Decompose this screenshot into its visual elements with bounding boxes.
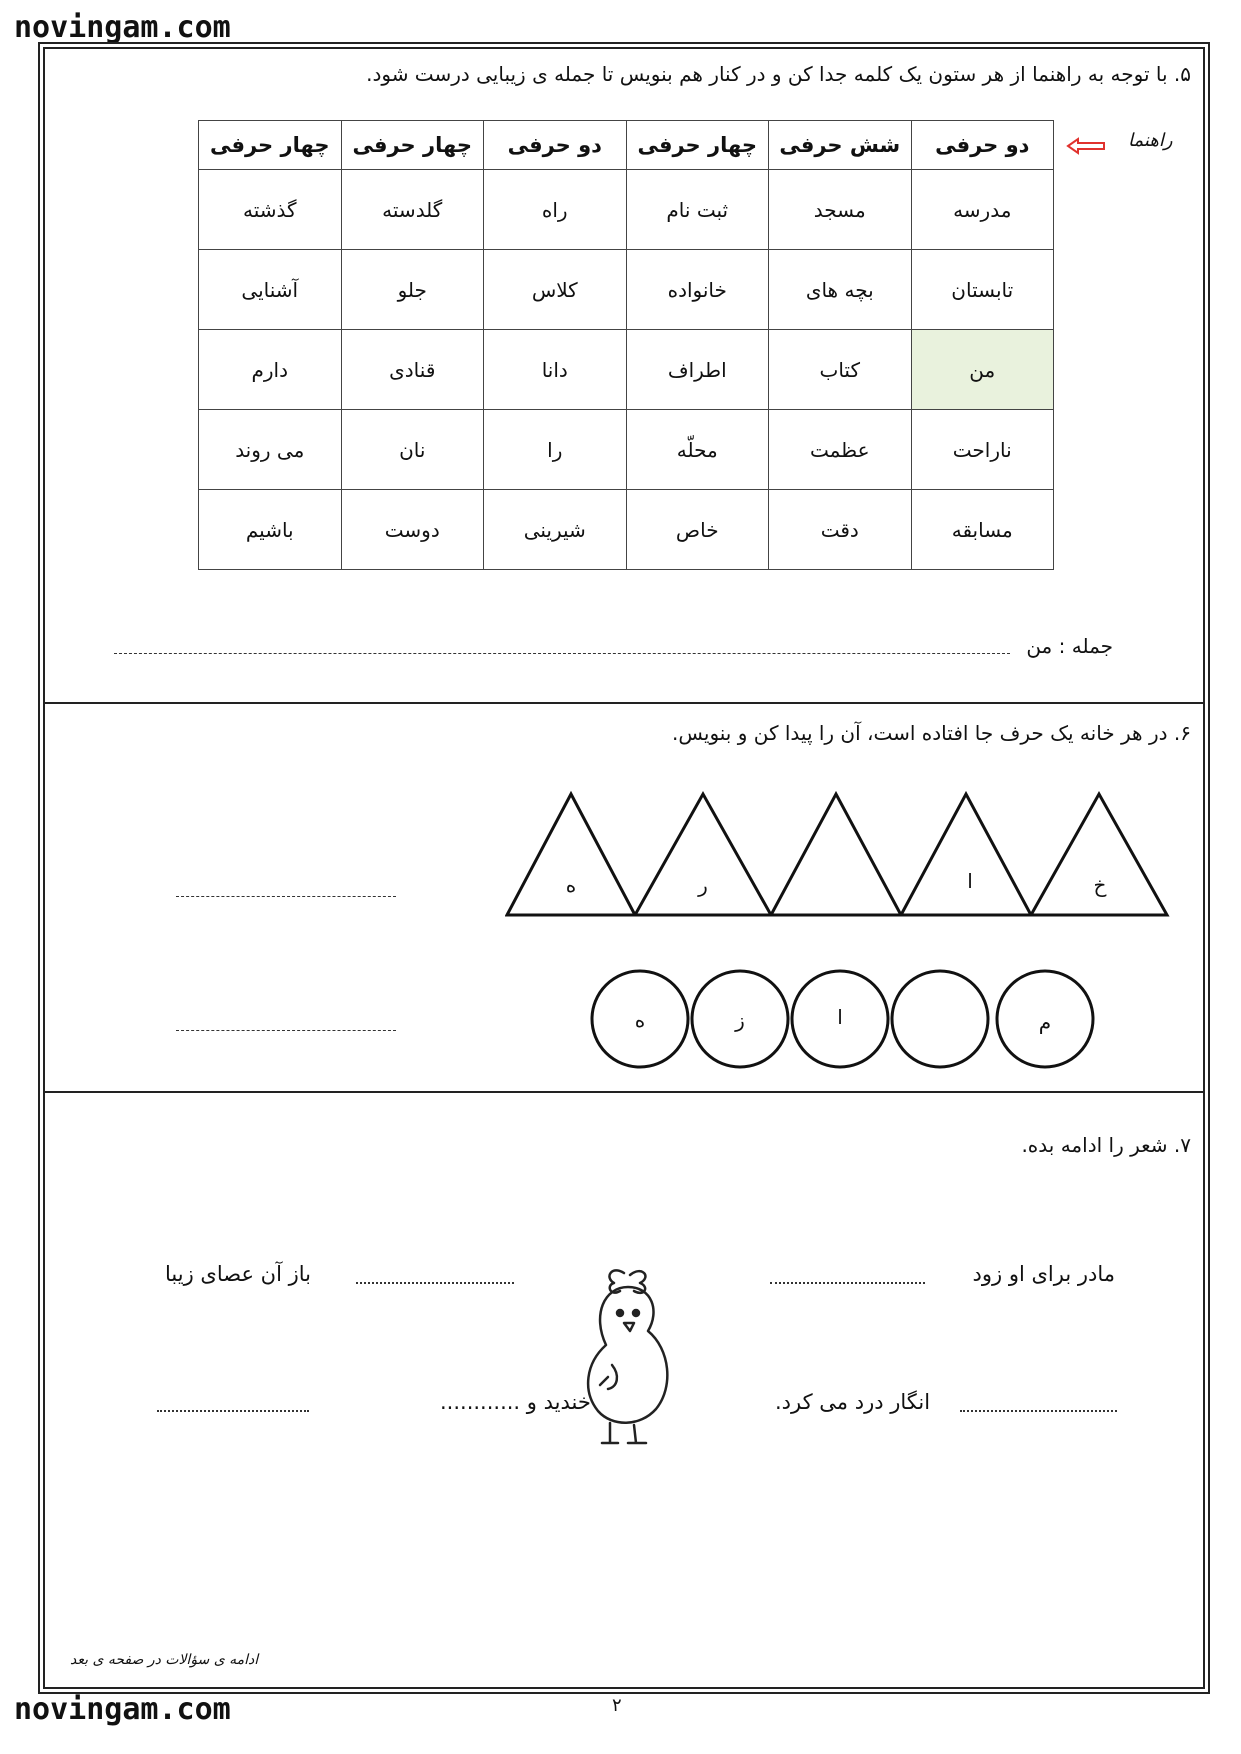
column-header: شش حرفی [769, 121, 912, 170]
word-cell: مدرسه [911, 170, 1054, 250]
word-table [198, 120, 1054, 570]
sentence-label: جمله : من [1026, 634, 1113, 658]
q5-instruction: ۵. با توجه به راهنما از هر ستون یک کلمه جدا کن و در کنار هم بنویس تا جمله ی زیبایی درست شود. [366, 62, 1191, 86]
page-number: ۲ [612, 1695, 622, 1716]
table-row [199, 170, 1054, 250]
column-header: دو حرفی [484, 121, 627, 170]
word-cell: اطراف [626, 330, 769, 410]
word-cell: مسجد [769, 170, 912, 250]
word-cell: جلو [341, 250, 484, 330]
word-cell: گلدسته [341, 170, 484, 250]
word-cell: دارم [199, 330, 342, 410]
circle-letter: ز [735, 1008, 745, 1032]
word-cell: دانا [484, 330, 627, 410]
q7-instruction: ۷. شعر را ادامه بده. [1021, 1133, 1191, 1157]
word-cell: را [484, 410, 627, 490]
poem-line1-right: مادر برای او زود [972, 1262, 1115, 1286]
word-cell: عظمت [769, 410, 912, 490]
table-row [199, 250, 1054, 330]
word-cell: راه [484, 170, 627, 250]
triangle-letter: خ [1093, 873, 1107, 897]
word-cell: کلاس [484, 250, 627, 330]
poem-line2-left [440, 1390, 591, 1414]
section-divider [43, 702, 1205, 704]
word-cell: بچه های [769, 250, 912, 330]
word-cell: تابستان [911, 250, 1054, 330]
poem-line2-left-dots[interactable]: ............ [440, 1390, 521, 1414]
section-divider [43, 1091, 1205, 1093]
word-cell: گذشته [199, 170, 342, 250]
table-row [199, 490, 1054, 570]
word-cell: ناراحت [911, 410, 1054, 490]
footer-note: ادامه ی سؤالات در صفحه ی بعد [70, 1652, 259, 1668]
triangle-box [901, 794, 1031, 915]
word-cell: قنادی [341, 330, 484, 410]
word-cell: دقت [769, 490, 912, 570]
table-row [199, 330, 1054, 410]
word-cell: نان [341, 410, 484, 490]
circle-letter: م [1038, 1010, 1052, 1034]
table-header-row [199, 121, 1054, 170]
poem-blank[interactable] [770, 1282, 925, 1284]
word-cell: دوست [341, 490, 484, 570]
poem-blank[interactable] [356, 1282, 514, 1284]
circle-letter: ا [837, 1005, 843, 1029]
site-watermark-bottom: novingam.com [14, 1692, 231, 1727]
q6-instruction: ۶. در هر خانه یک حرف جا افتاده است، آن را پیدا کن و بنویس. [672, 721, 1191, 745]
word-cell: خاص [626, 490, 769, 570]
column-header: چهار حرفی [626, 121, 769, 170]
poem-line2-right: انگار درد می کرد. [775, 1390, 931, 1414]
guide-label: راهنما [1128, 130, 1173, 151]
poem-blank[interactable] [157, 1410, 309, 1412]
column-header: چهار حرفی [341, 121, 484, 170]
triangle-box [771, 794, 901, 915]
word-cell: مسابقه [911, 490, 1054, 570]
answer-line-triangles[interactable] [176, 896, 396, 897]
chick-illustration [572, 1265, 687, 1450]
arrow-left-icon [1066, 137, 1106, 155]
word-cell: می روند [199, 410, 342, 490]
column-header: دو حرفی [911, 121, 1054, 170]
triangle-letter: ه [565, 873, 577, 897]
table-row [199, 410, 1054, 490]
word-cell: کتاب [769, 330, 912, 410]
word-cell: آشنایی [199, 250, 342, 330]
triangle-letter: ر [698, 873, 708, 897]
poem-blank[interactable] [960, 1410, 1117, 1412]
word-cell: محلّه [626, 410, 769, 490]
word-cell-highlighted: من [911, 330, 1054, 410]
circle-box [892, 971, 988, 1067]
poem-line1-left: باز آن عصای زیبا [165, 1262, 311, 1286]
word-cell: شیرینی [484, 490, 627, 570]
sentence-answer-line[interactable] [114, 653, 1010, 654]
word-cell: باشیم [199, 490, 342, 570]
column-header: چهار حرفی [199, 121, 342, 170]
site-watermark-top: novingam.com [14, 10, 231, 45]
word-cell: ثبت نام [626, 170, 769, 250]
word-cell: خانواده [626, 250, 769, 330]
circle-letter: ه [634, 1008, 646, 1032]
poem-line2-left-text: خندید و [526, 1390, 591, 1414]
answer-line-circles[interactable] [176, 1030, 396, 1031]
triangle-letter-row [505, 790, 1171, 922]
triangle-letter: ا [967, 869, 973, 893]
